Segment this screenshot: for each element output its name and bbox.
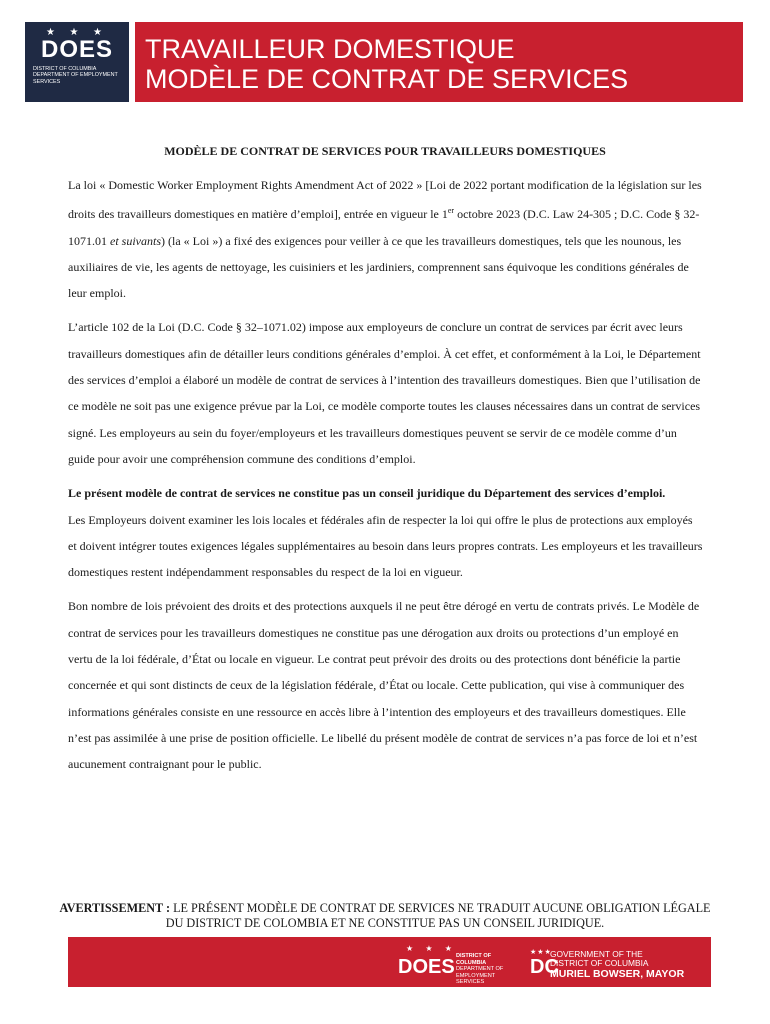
logo-brand: DOES — [40, 36, 113, 63]
footer-does-subtitle — [456, 953, 520, 986]
logo-subtitle: DISTRICT OF COLUMBIA DEPARTMENT OF EMPLOYMENT SERVICES — [33, 66, 118, 85]
warning-label: AVERTISSEMENT : — [59, 901, 171, 915]
paragraph-1-sup: er — [447, 206, 455, 216]
document-body — [68, 172, 704, 786]
header-title-band — [135, 22, 743, 102]
footer-mayor: MURIEL BOWSER, MAYOR — [550, 968, 685, 980]
footer-does-line2: DEPARTMENT OF — [456, 966, 504, 973]
footer-does-line3: EMPLOYMENT SERVICES — [456, 972, 496, 986]
logo-stars: ★ ★ ★ — [46, 27, 108, 38]
paragraph-3: Les Employeurs doivent examiner les lois locales et fédérales afin de respecter la loi qui offre le plus de protections aux employés et doivent intégrer toutes exigences légales supplémentaires au besoin dans leurs propres contrats. Les employeurs et les travailleurs domestiques restent indépendamment responsables du respect de la loi en vigueur. — [68, 512, 703, 580]
paragraph-1-part-b: octobre 2023 (D.C. Law 24-305 ; D.C. Code § 32-1071.01 — [68, 207, 700, 248]
warning-text: LE PRÉSENT MODÈLE DE CONTRAT DE SERVICES NE TRADUIT AUCUNE OBLIGATION LÉGALE DU DISTRICT DE COLOMBIA ET NE CONSTITUE PAS UN CONSEIL JURIDIQUE. — [165, 901, 711, 930]
paragraph-notice — [68, 480, 704, 506]
dc-stars: ★★★ — [530, 949, 552, 956]
footer-does-brand: DOES — [398, 956, 455, 978]
paragraph-2: L’article 102 de la Loi (D.C. Code § 32–1071.02) impose aux employeurs de conclure un contrat de services par écrit avec leurs travailleurs domestiques afin de détailler leurs conditions générales d’emploi. À cet effet, et conformément à la Loi, le Département des services d’emploi a élaboré un modèle de contrat de services à l’intention des travailleurs domestiques. Bien que l’utilisation de ce modèle ne soit pas une exigence prévue par la Loi, ce modèle comporte toutes les clauses nécessaires dans un contrat de services signé. Les employeurs au sein du foyer/employeurs et les travailleurs domestiques peuvent se servir de ce modèle comme d’un guide pour avoir une compréhension commune des conditions d’emploi. — [68, 320, 701, 466]
warning-notice — [55, 901, 715, 931]
paragraph-4: Bon nombre de lois prévoient des droits et des protections auxquels il ne peut être dérogé en vertu de contrats privés. Le Modèle de contrat de services pour les travailleurs domestiques ne constitue pas une dérogation aux droits ou protections d’un employé en vertu de la loi fédérale, d’État ou locale en vigueur. Le contrat peut prévoir des droits ou des protections dont bénéficie la partie concernée et qui sont distincts de ceux de la législation fédérale, d’État ou locale. Cette publication, qui vise à communiquer des informations générales consiste en une ressource en accès libre à l’intention des employeurs et des travailleurs domestiques. Elle n’est pas assimilée à une prise de position officielle. Le libellé du présent modèle de contrat de services n’a pas force de loi et n’est aucunement contraignant pour le public. — [68, 599, 700, 772]
footer-gov-line1: GOVERNMENT OF THE — [550, 949, 643, 959]
document-title: MODÈLE DE CONTRAT DE SERVICES POUR TRAVAILLEURS DOMESTIQUES — [164, 144, 606, 158]
does-logo — [25, 22, 129, 102]
paragraph-1-part-a: La loi « Domestic Worker Employment Rights Amendment Act of 2022 » [Loi de 2022 portant modification de la législation sur les droits des travailleurs domestiques en matière d’emploi], entrée en vigueur le 1 — [68, 178, 702, 222]
footer-stars: ★ ★ ★ — [406, 944, 457, 953]
footer-gov-line2: DISTRICT OF COLUMBIA — [550, 958, 649, 968]
paragraph-1-italic: et suivants — [110, 233, 161, 248]
paragraph-1-part-c: ) (la « Loi ») a fixé des exigences pour veiller à ce que les travailleurs domestiques, tels que les nounous, les auxiliaires de vie, les agents de nettoyage, les cuisiniers et les jardiniers, comprennent sans équivoque les conditions générales de leur emploi. — [68, 233, 689, 301]
footer-band — [68, 937, 711, 987]
notice-bold: Le présent modèle de contrat de services ne constitue pas un conseil juridique du Département des services d’emploi. — [68, 486, 666, 501]
dc-letters: DC — [530, 956, 559, 978]
header-title-line1: TRAVAILLEUR DOMESTIQUE — [145, 34, 515, 64]
footer-does-line1: DISTRICT OF COLUMBIA — [456, 953, 492, 966]
header-title-line2: MODÈLE DE CONTRAT DE SERVICES — [145, 64, 629, 94]
paragraph-1 — [68, 172, 704, 306]
footer-does-logo — [398, 944, 518, 986]
footer-government-text — [550, 950, 710, 980]
